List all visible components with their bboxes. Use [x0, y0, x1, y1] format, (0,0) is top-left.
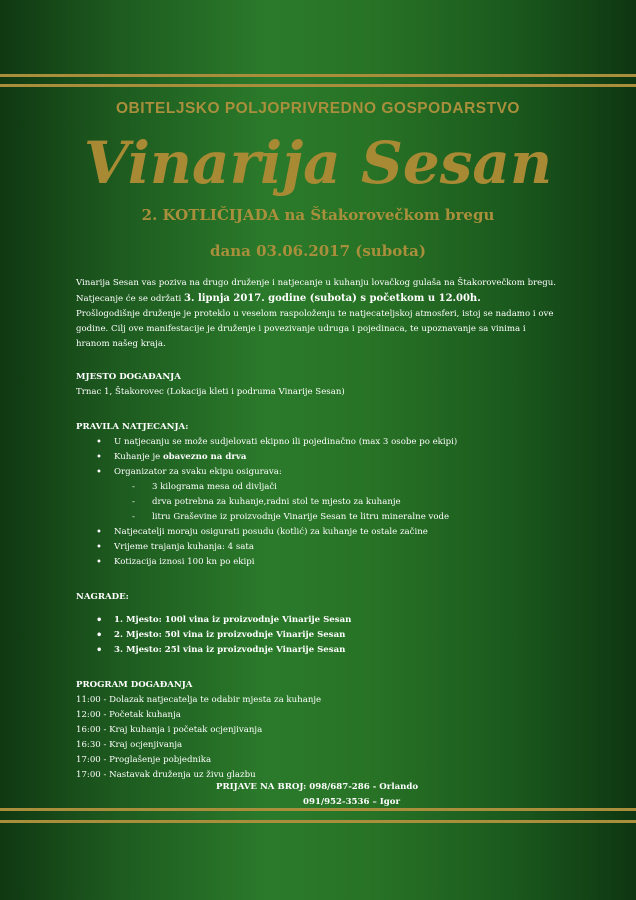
rule-emphasis: obavezno na drva [162, 452, 247, 462]
rule-item: • Vrijeme trajanja kuhanja: 4 sata [96, 540, 558, 555]
award-item: • 2. Mjesto: 50l vina iz proizvodnje Vinarije Sesan [96, 628, 558, 643]
event-subtitle: 2. KOTLIČIJADA na Štakorovečkom bregu [141, 206, 495, 224]
bottom-gold-stripe-2 [0, 820, 636, 823]
intro-text: Vinarija Sesan vas poziva na drugo druženje i natjecanje u kuhanju lovačkog gulaša na Štakorovečkom bregu. Natjecanje će se održati [76, 278, 557, 304]
location-heading: MJESTO DOGAĐANJA [76, 372, 181, 382]
rule-item: • U natjecanju se može sudjelovati ekipno ili pojedinačno (max 3 osobe po ekipi) [96, 435, 558, 450]
program-item: 17:00 - Nastavak druženja uz živu glazbu [76, 770, 256, 780]
contact-line-1: PRIJAVE NA BROJ: 098/687-286 - Orlando [216, 782, 419, 792]
program-item: 17:00 - Proglašenje pobjednika [76, 755, 212, 765]
awards-list [76, 613, 558, 658]
content [76, 276, 558, 783]
contact-info [216, 780, 418, 810]
provided-list [114, 480, 558, 525]
program-item: 12:00 - Početak kuhanja [76, 710, 181, 720]
rule-item: • Natjecatelji moraju osigurati posudu (kotlić) za kuhanje te ostale začine [96, 525, 558, 540]
program-item: 11:00 - Dolazak natjecatelja te odabir mjesta za kuhanje [76, 695, 322, 705]
program-item: 16:00 - Kraj kuhanja i početak ocjenjivanja [76, 725, 263, 735]
rules-heading: PRAVILA NATJECANJA: [76, 422, 189, 432]
intro-paragraph-1 [76, 276, 558, 307]
intro-date-highlight: 3. lipnja 2017. godine (subota) s početkom u 12.00h. [184, 293, 481, 304]
intro-paragraph-2: Prošlogodišnje druženje je proteklo u veselom raspoloženju te natjecateljskoj atmosferi, istoj se nadamo i ove godine. Cilj ove manifestacije je druženje i povezivanje udruga i pojedinaca, te upoznavanje sa vinima i hranom našeg kraja. [76, 309, 554, 349]
rules-list [76, 435, 558, 570]
top-gold-stripe-2 [0, 84, 636, 87]
location-text: Trnac 1, Štakorovec (Lokacija kleti i podruma Vinarije Sesan) [76, 387, 345, 397]
bottom-gold-stripe [0, 808, 636, 811]
rule-item [96, 450, 558, 465]
event-date: dana 03.06.2017 (subota) [210, 242, 426, 260]
rule-item [96, 465, 558, 525]
rule-item: • Kotizacija iznosi 100 kn po ekipi [96, 555, 558, 570]
top-gold-stripe [0, 74, 636, 77]
contact-line-2: 091/952-3536 – Igor [303, 797, 401, 807]
provided-item: - 3 kilograma mesa od divljači [132, 480, 558, 495]
award-item: • 1. Mjesto: 100l vina iz proizvodnje Vinarije Sesan [96, 613, 558, 628]
program-item: 16:30 - Kraj ocjenjivanja [76, 740, 183, 750]
provided-item: - drva potrebna za kuhanje,radni stol te mjesto za kuhanje [132, 495, 558, 510]
program-heading: PROGRAM DOGAĐANJA [76, 680, 193, 690]
page-title: Vinarija Sesan [83, 129, 553, 197]
program-list [76, 693, 558, 783]
rule-text: Organizator za svaku ekipu osigurava: [114, 467, 282, 477]
award-item: • 3. Mjesto: 25l vina iz proizvodnje Vinarije Sesan [96, 643, 558, 658]
provided-item: - litru Graševine iz proizvodnje Vinarije Sesan te litru mineralne vode [132, 510, 558, 525]
rule-text: Kuhanje je [114, 452, 163, 462]
awards-heading: NAGRADE: [76, 592, 129, 602]
pretitle: OBITELJSKO POLJOPRIVREDNO GOSPODARSTVO [116, 100, 520, 117]
